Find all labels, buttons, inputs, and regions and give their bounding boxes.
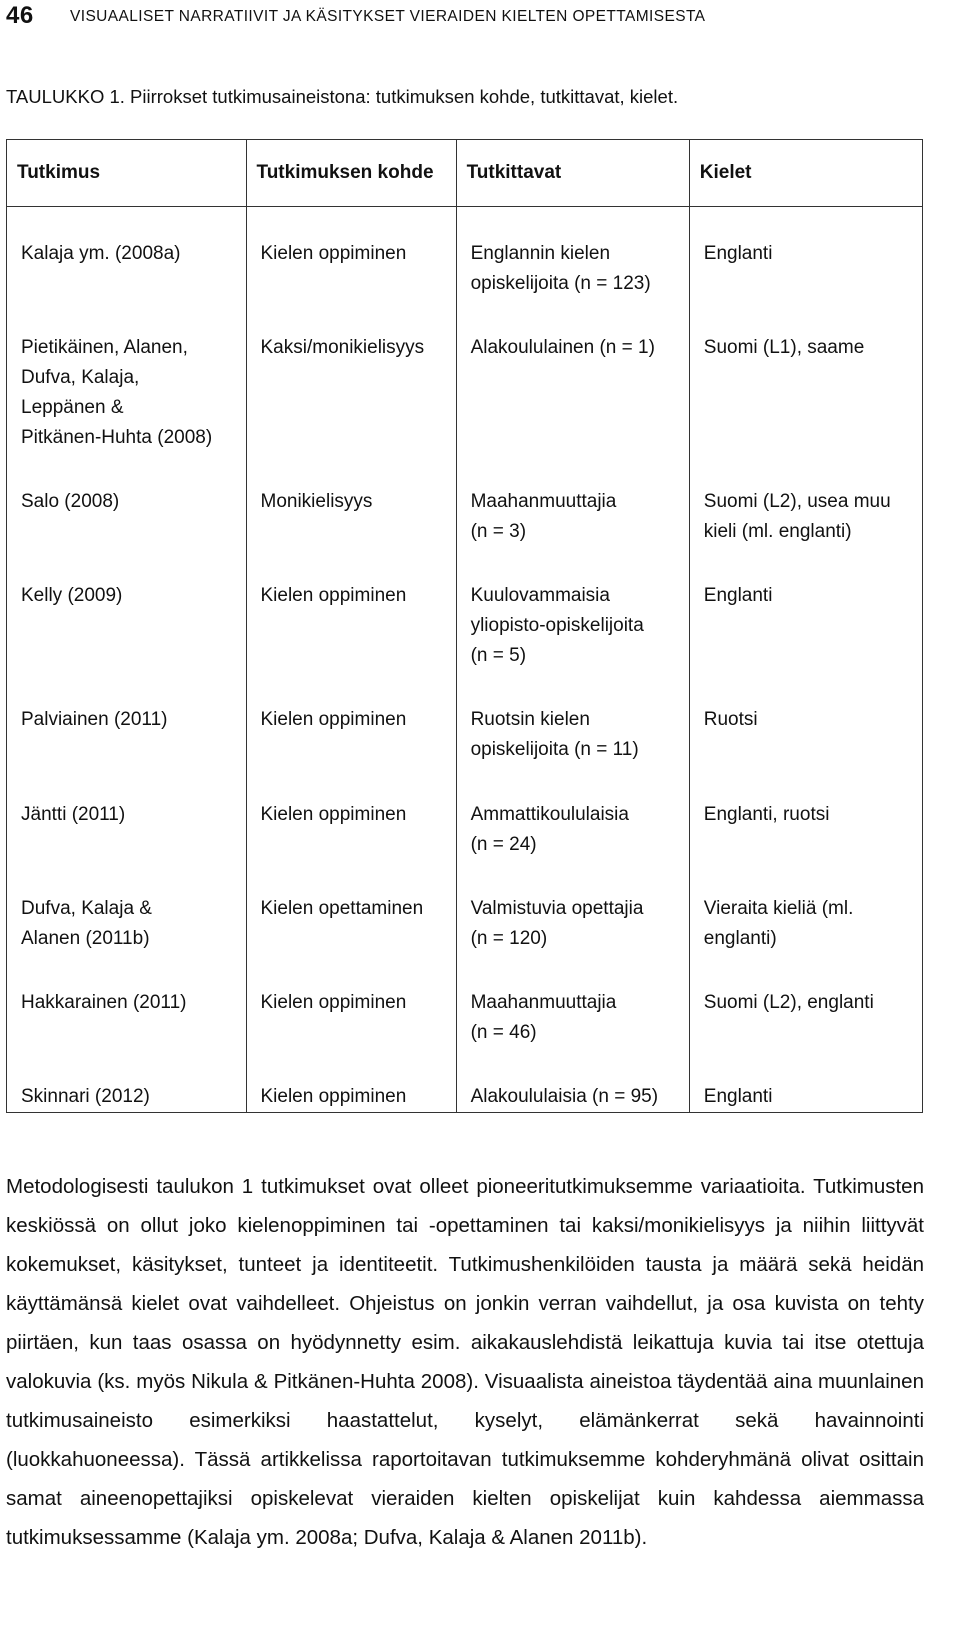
tutkittavat-cell: Kuulovammaisia yliopisto-opiskelijoita (n = 5) (456, 547, 689, 671)
tutkittavat-cell: Maahanmuuttajia (n = 46) (456, 954, 689, 1048)
kohde-cell: Kielen oppiminen (246, 547, 456, 671)
kohde-cell: Kaksi/monikielisyys (246, 299, 456, 453)
tutkimus-cell: Dufva, Kalaja & Alanen (2011b) (7, 860, 247, 954)
tutkittavat-cell: Alakoululainen (n = 1) (456, 299, 689, 453)
tutkimus-cell: Kelly (2009) (7, 547, 247, 671)
kohde-cell: Monikielisyys (246, 453, 456, 547)
column-header-kohde: Tutkimuksen kohde (246, 140, 456, 207)
table-row (7, 207, 923, 300)
running-title: VISUAALISET NARRATIIVIT JA KÄSITYKSET VIERAIDEN KIELTEN OPETTAMISESTA (70, 8, 706, 25)
tutkittavat-cell: Valmistuvia opettajia (n = 120) (456, 860, 689, 954)
kielet-cell: Englanti, ruotsi (689, 766, 922, 860)
tutkimus-cell: Hakkarainen (2011) (7, 954, 247, 1048)
table-row (7, 860, 923, 954)
tutkittavat-cell: Maahanmuuttajia (n = 3) (456, 453, 689, 547)
table-row (7, 766, 923, 860)
table-header-row (7, 140, 923, 207)
kielet-cell: Ruotsi (689, 671, 922, 765)
tutkimus-cell: Jäntti (2011) (7, 766, 247, 860)
table-row (7, 671, 923, 765)
column-header-tutkimus: Tutkimus (7, 140, 247, 207)
page-number: 46 (6, 2, 34, 29)
table-body (7, 207, 923, 1113)
tutkittavat-cell: Ammattikoululaisia (n = 24) (456, 766, 689, 860)
kohde-cell: Kielen oppiminen (246, 1048, 456, 1113)
kohde-cell: Kielen oppiminen (246, 766, 456, 860)
page-header (0, 0, 960, 40)
tutkittavat-cell: Ruotsin kielen opiskelijoita (n = 11) (456, 671, 689, 765)
table-caption: TAULUKKO 1. Piirrokset tutkimusaineistona: tutkimuksen kohde, tutkittavat, kielet. (6, 86, 679, 107)
tutkimus-cell: Pietikäinen, Alanen, Dufva, Kalaja, Leppänen & Pitkänen-Huhta (2008) (7, 299, 247, 453)
kielet-cell: Englanti (689, 1048, 922, 1113)
kielet-cell: Suomi (L1), saame (689, 299, 922, 453)
studies-table (6, 139, 923, 1113)
kielet-cell: Englanti (689, 207, 922, 300)
kielet-cell: Vieraita kieliä (ml. englanti) (689, 860, 922, 954)
tutkimus-cell: Salo (2008) (7, 453, 247, 547)
kielet-cell: Englanti (689, 547, 922, 671)
table-row (7, 453, 923, 547)
table-row (7, 547, 923, 671)
kielet-cell: Suomi (L2), usea muu kieli (ml. englanti) (689, 453, 922, 547)
tutkimus-cell: Kalaja ym. (2008a) (7, 207, 247, 300)
kohde-cell: Kielen oppiminen (246, 671, 456, 765)
kohde-cell: Kielen oppiminen (246, 954, 456, 1048)
kohde-cell: Kielen oppiminen (246, 207, 456, 300)
table-row (7, 299, 923, 453)
tutkittavat-cell: Alakoululaisia (n = 95) (456, 1048, 689, 1113)
tutkittavat-cell: Englannin kielen opiskelijoita (n = 123) (456, 207, 689, 300)
body-paragraph: Metodologisesti taulukon 1 tutkimukset ovat olleet pioneeritutkimuksemme variaatioita. Tutkimusten keskiössä on ollut joko kielenoppiminen tai -opettaminen tai kaksi/monikielisyys ja niihin liittyvät kokemukset, käsitykset, tunteet ja identiteetit. Tutkimushenkilöiden tausta ja määrä sekä heidän käyttämänsä kielet ovat vaihdelleet. Ohjeistus on jonkin verran vaihdellut, ja osa kuvista on tehty piirtäen, kun taas osassa on hyödynnetty esim. aikakauslehdistä leikattuja kuvia tai itse otettuja valokuvia (ks. myös Nikula & Pitkänen-Huhta 2008). Visuaalista aineistoa täydentää aina muunlainen tutkimusaineisto esimerkiksi haastattelut, kyselyt, elämänkerrat sekä havainnointi (luokkahuoneessa). Tässä artikkelissa raportoitavan tutkimuksemme kohderyhmänä olivat osittain samat aineenopettajiksi opiskelevat vieraiden kielten opiskelijat kuin kahdessa aiemmassa tutkimuksessamme (Kalaja ym. 2008a; Dufva, Kalaja & Alanen 2011b). (6, 1174, 924, 1550)
column-header-kielet: Kielet (689, 140, 922, 207)
table-row (7, 1048, 923, 1113)
column-header-tutkittavat: Tutkittavat (456, 140, 689, 207)
kohde-cell: Kielen opettaminen (246, 860, 456, 954)
table-row (7, 954, 923, 1048)
tutkimus-cell: Skinnari (2012) (7, 1048, 247, 1113)
kielet-cell: Suomi (L2), englanti (689, 954, 922, 1048)
tutkimus-cell: Palviainen (2011) (7, 671, 247, 765)
